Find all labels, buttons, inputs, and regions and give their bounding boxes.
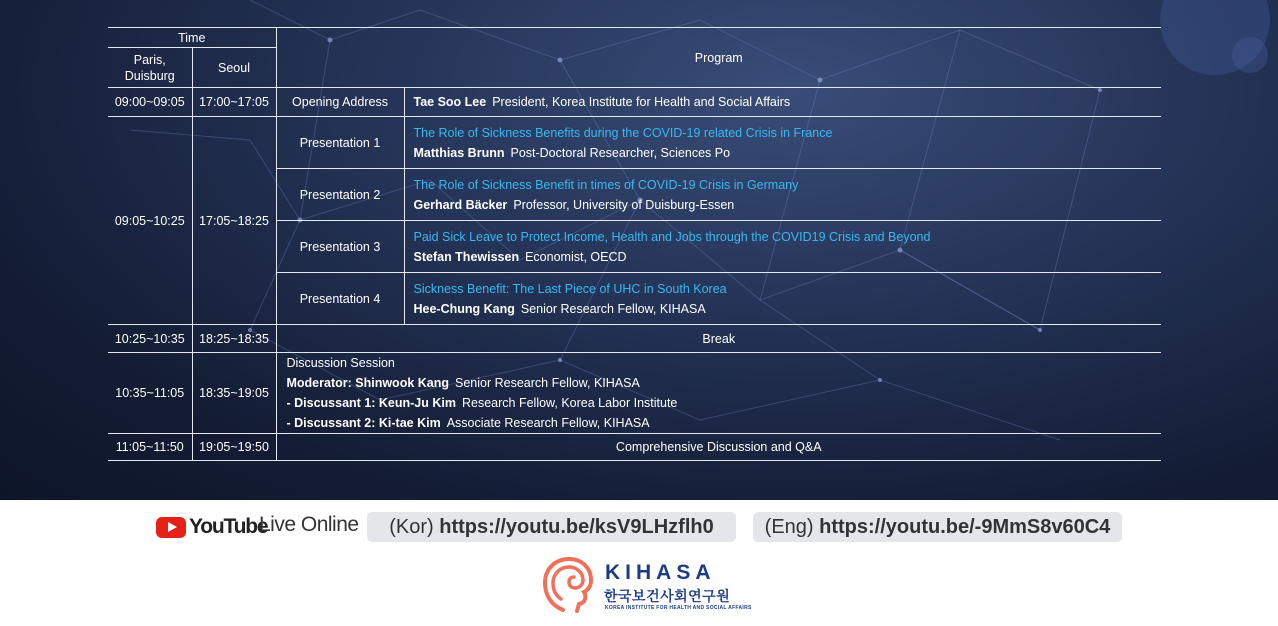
discussion-cell: [276, 353, 1161, 434]
program-cell: [404, 169, 1161, 221]
break-label: Break: [276, 325, 1161, 353]
youtube-play-icon: [156, 517, 186, 538]
speaker-role: President, Korea Institute for Health and Social Affairs: [492, 95, 791, 109]
moderator-role: Senior Research Fellow, KIHASA: [455, 376, 640, 390]
break-row: [108, 325, 1161, 353]
qa-row: [108, 434, 1161, 461]
session-label: Presentation 3: [276, 221, 404, 273]
schedule-table: [108, 27, 1161, 461]
qa-label: Comprehensive Discussion and Q&A: [276, 434, 1161, 461]
korean-stream-link[interactable]: [367, 512, 736, 542]
time-paris: 09:05~10:25: [108, 117, 192, 325]
time-seoul: 19:05~19:50: [192, 434, 276, 461]
youtube-brand: [156, 516, 267, 538]
live-online-label: Live Online: [259, 513, 359, 536]
eng-url[interactable]: https://youtu.be/-9MmS8v60C4: [819, 516, 1111, 538]
time-header: Time: [108, 28, 276, 48]
time-paris: 11:05~11:50: [108, 434, 192, 461]
kihasa-logo: [541, 555, 752, 617]
presentation-title: The Role of Sickness Benefits during the COVID-19 related Crisis in France: [413, 125, 833, 140]
presentation-row: [108, 117, 1161, 169]
time-seoul: 18:35~19:05: [192, 353, 276, 434]
speaker-name: Hee-Chung Kang: [413, 301, 515, 316]
session-label: Presentation 2: [276, 169, 404, 221]
youtube-wordmark: YouTube: [189, 515, 268, 538]
speaker-role: Economist, OECD: [525, 249, 627, 264]
speaker-name: Matthias Brunn: [413, 145, 505, 160]
discussant-2-name: - Discussant 2: Ki-tae Kim: [286, 416, 441, 430]
speaker-role: Post-Doctoral Researcher, Sciences Po: [510, 145, 731, 160]
kihasa-korean-name: 한국보건사회연구원: [604, 588, 731, 604]
kor-prefix: (Kor): [389, 516, 434, 538]
speaker-name: Tae Soo Lee: [413, 95, 487, 109]
session-label: Opening Address: [276, 88, 404, 117]
speaker-name: Stefan Thewissen: [413, 249, 520, 264]
time-paris: 10:35~11:05: [108, 353, 192, 434]
discussant-1-name: - Discussant 1: Keun-Ju Kim: [286, 396, 456, 410]
session-label: Presentation 1: [276, 117, 404, 169]
discussion-row: [108, 353, 1161, 434]
presentation-title: Sickness Benefit: The Last Piece of UHC in South Korea: [413, 281, 727, 296]
moderator-name: Moderator: Shinwook Kang: [286, 376, 449, 390]
speaker-name: Gerhard Bäcker: [413, 197, 508, 212]
eng-prefix: (Eng): [764, 516, 814, 538]
footer: [0, 500, 1278, 626]
program-cell: [404, 221, 1161, 273]
program-cell: [404, 273, 1161, 325]
program-header: Program: [276, 28, 1161, 88]
kihasa-head-icon: [541, 555, 597, 615]
kor-url[interactable]: https://youtu.be/ksV9LHzflh0: [439, 516, 714, 538]
kihasa-wordmark: KIHASA: [605, 561, 716, 584]
time-paris: 09:00~09:05: [108, 88, 192, 117]
kihasa-english-name: KOREA INSTITUTE FOR HEALTH AND SOCIAL AFFAIRS: [605, 605, 752, 611]
paris-duisburg-header: Paris, Duisburg: [108, 48, 192, 88]
program-cell: [404, 88, 1161, 117]
seoul-header: Seoul: [192, 48, 276, 88]
presentation-title: The Role of Sickness Benefit in times of COVID-19 Crisis in Germany: [413, 177, 799, 192]
time-seoul: 18:25~18:35: [192, 325, 276, 353]
time-seoul: 17:00~17:05: [192, 88, 276, 117]
speaker-role: Senior Research Fellow, KIHASA: [520, 301, 706, 316]
opening-row: [108, 88, 1161, 117]
program-cell: [404, 117, 1161, 169]
speaker-role: Professor, University of Duisburg-Essen: [513, 197, 735, 212]
time-seoul: 17:05~18:25: [192, 117, 276, 325]
presentation-title: Paid Sick Leave to Protect Income, Health and Jobs through the COVID19 Crisis and Beyond: [413, 229, 931, 244]
discussant-2-role: Associate Research Fellow, KIHASA: [446, 416, 650, 430]
english-stream-link[interactable]: [753, 512, 1122, 542]
discussion-heading: Discussion Session: [286, 356, 395, 370]
time-paris: 10:25~10:35: [108, 325, 192, 353]
session-label: Presentation 4: [276, 273, 404, 325]
discussant-1-role: Research Fellow, Korea Labor Institute: [461, 396, 678, 410]
